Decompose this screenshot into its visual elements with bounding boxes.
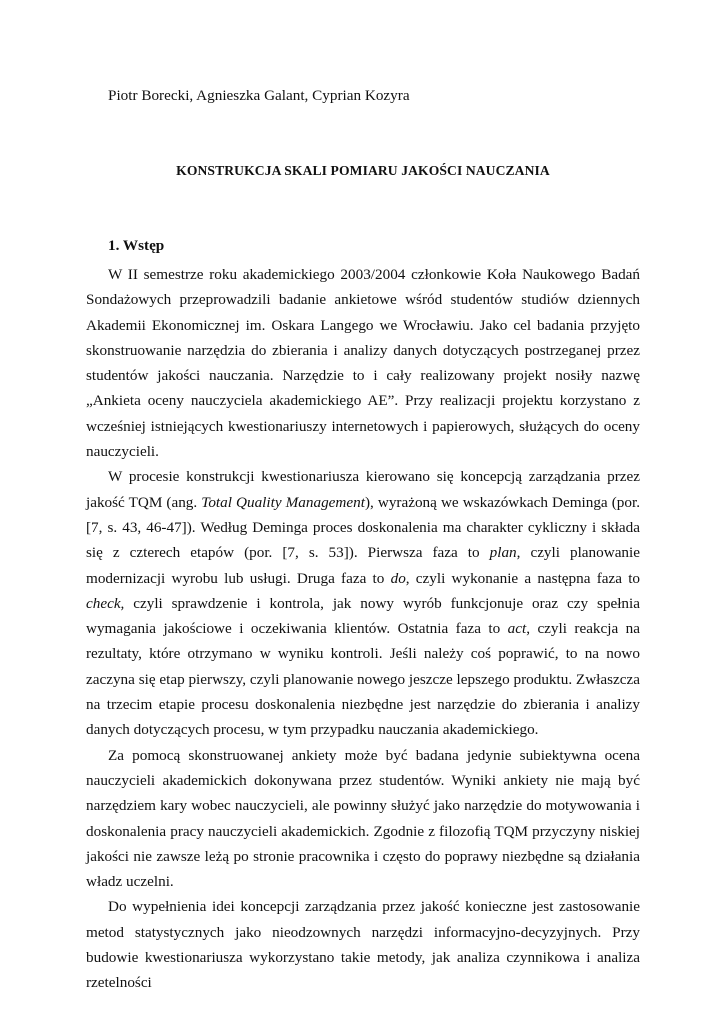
body-text (86, 262, 640, 996)
paragraph-2-text: , czyli wykonanie a następna faza to (405, 569, 641, 587)
paragraph-2-text: , czyli planowanie modernizacji wyrobu lub usługi. Druga faza to (86, 544, 640, 587)
paragraph-2 (86, 464, 640, 742)
italic-term: act (507, 620, 527, 638)
paragraph-2-text: czyli sprawdzenie i kontrola, jak nowy wyrób funkcjonuje oraz czy spełnia wymagania jakościowe i oczekiwania klientów. Ostatnia faza to (86, 594, 640, 638)
paragraph-2-text: , czyli reakcja na rezultaty, które otrzymano w wyniku kontroli. Jeśli należy coś poprawić, to na nowo zaczyna się etap pierwszy, czyli planowanie nowego jeszcze lepszego produktu. Zwłaszcza na trzecim etapie procesu doskonalenia niezbędne jest narzędzie do zbierania i analizy danych dotyczących procesu, w tym przypadku nauczania akademickiego. (86, 620, 641, 739)
paragraph-3: Za pomocą skonstruowanej ankiety może być badana jedynie subiektywna ocena nauczycieli akademickich dokonywana przez studentów. Wyniki ankiety nie mają być narzędziem kary wobec nauczycieli, ale powinny służyć jako narzędzie do motywowania i doskonalenia pracy nauczycieli akademickich. Zgodnie z filozofią TQM przyczyny niskiej jakości nie zawsze leżą po stronie pracownika i często do poprawy niezbędne są działania władz uczelni. (86, 746, 640, 891)
italic-term: plan (489, 544, 517, 562)
document-title: KONSTRUKCJA SKALI POMIARU JAKOŚCI NAUCZANIA (176, 163, 550, 178)
italic-term: Total Quality Management (201, 493, 365, 511)
paragraph-1: W II semestrze roku akademickiego 2003/2004 członkowie Koła Naukowego Badań Sondażowych przeprowadzili badanie ankietowe wśród studentów studiów dziennych Akademii Ekonomicznej im. Oskara Langego we Wrocławiu. Jako cel badania przyjęto skonstruowanie narzędzia do zbierania i analizy danych dotyczących postrzeganej przez studentów jakości nauczania. Narzędzie to i cały realizowany projekt nosiły nazwę „Ankieta oceny nauczyciela akademickiego AE”. Przy realizacji projektu korzystano z wcześniej istniejących kwestionariuszy internetowych i papierowych, służących do oceny nauczycieli. (86, 266, 640, 461)
section-heading: 1. Wstęp (108, 237, 165, 254)
paragraph-2-text: ), wyrażoną we wskazówkach Deminga (por. [7, s. 43, 46-47]). Według Deminga proces doskonalenia ma charakter cykliczny i składa się z czterech etapów (por. [7, s. 53]). Pierwsza faza to (86, 493, 640, 562)
paragraph-4: Do wypełnienia idei koncepcji zarządzania przez jakość konieczne jest zastosowanie metod statystycznych jako nieodzownych narzędzi informacyjno-decyzyjnych. Przy budowie kwestionariusza wykorzystano takie metody, jak analiza czynnikowa i analiza rzetelności (86, 898, 640, 992)
italic-term: check, (86, 594, 125, 612)
authors-line: Piotr Borecki, Agnieszka Galant, Cyprian Kozyra (108, 87, 410, 104)
italic-term: do (390, 569, 406, 587)
paragraph-2-text: W procesie konstrukcji kwestionariusza kierowano się koncepcją zarządzania przez jakość TQM (ang. (86, 468, 640, 511)
